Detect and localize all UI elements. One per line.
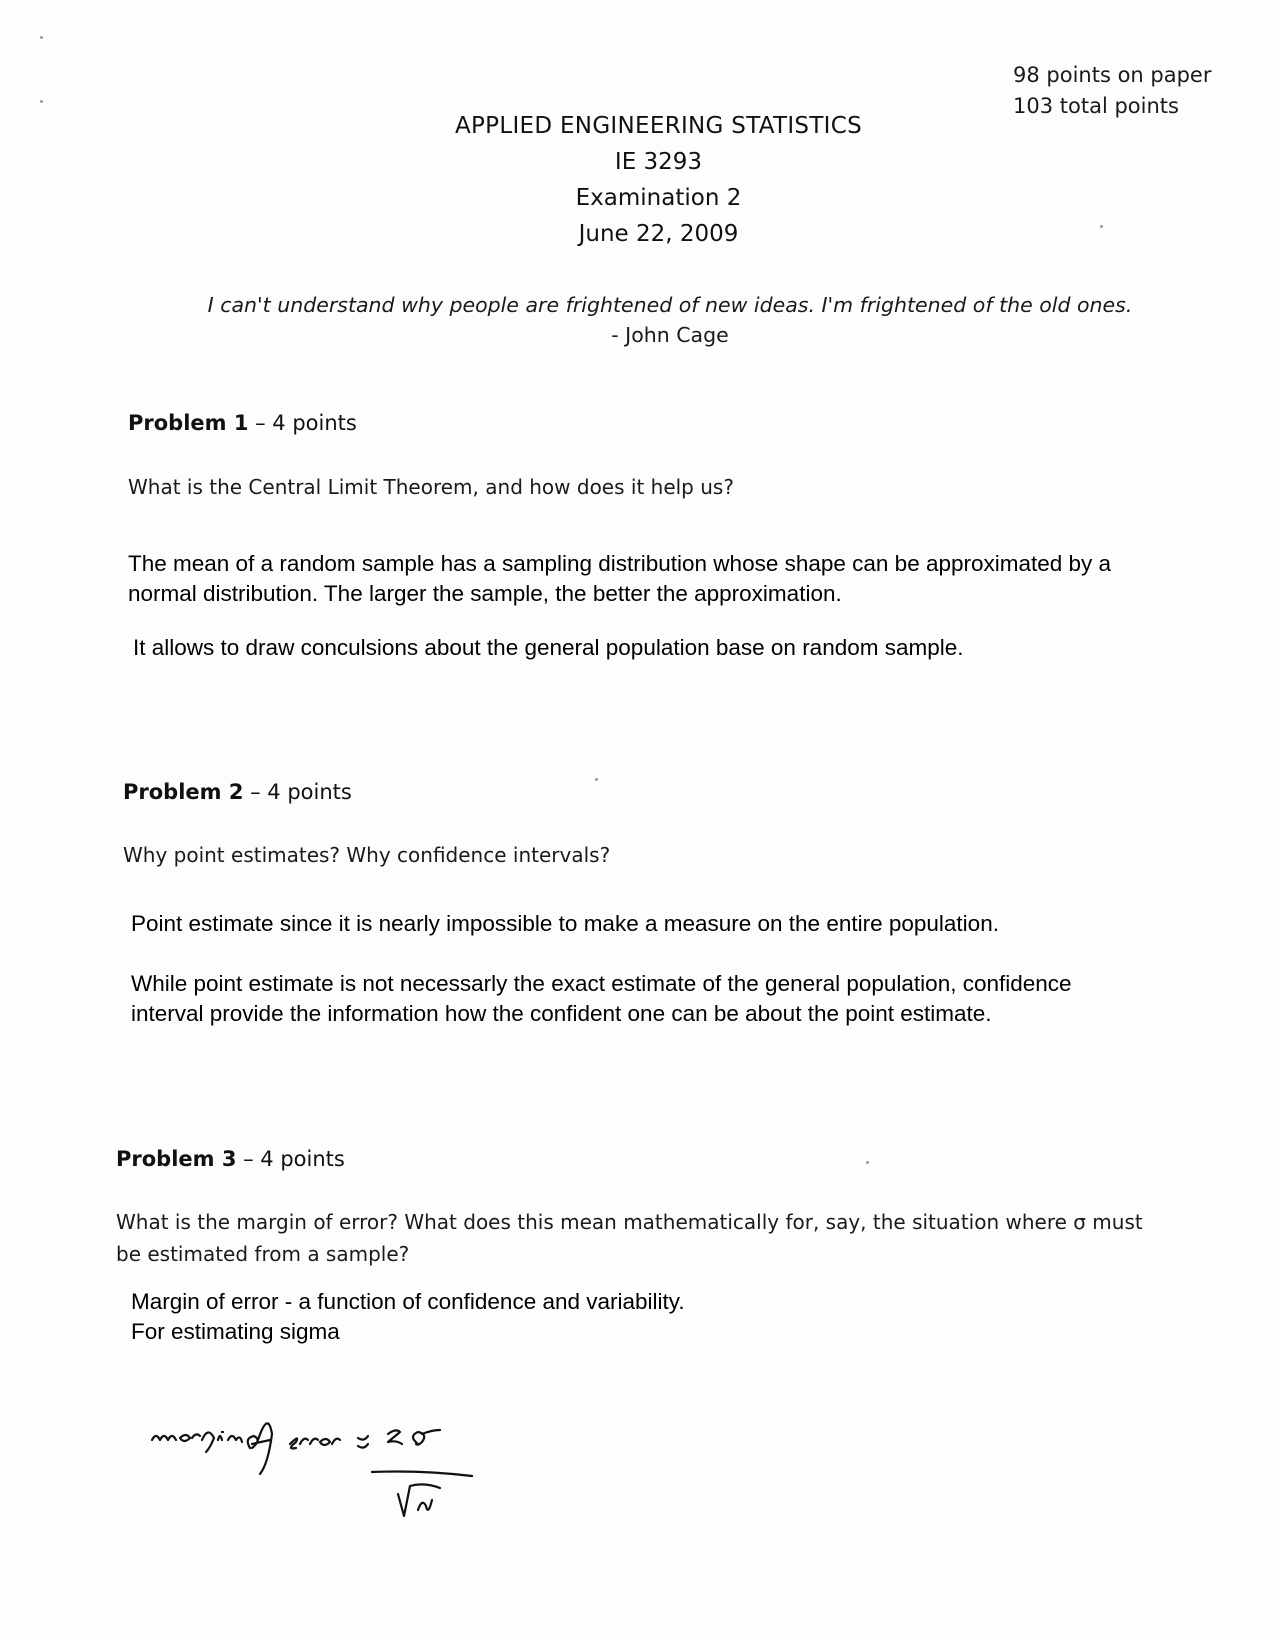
problem-1-answer-p2: It allows to draw conculsions about the general population base on random sample. [133,635,964,660]
course-number: IE 3293 [614,149,703,175]
total-points: 103 total points [1013,94,1179,118]
scan-artifact [40,100,43,103]
quote-attribution: - John Cage [611,323,729,347]
scan-artifact [866,1161,869,1164]
exam-name: Examination 2 [575,185,742,211]
problem-3-answer: Margin of error - a function of confidence and variability. For estimating sigma [131,1289,685,1344]
problem-2-points: – 4 points [243,780,352,804]
problem-3-label: Problem 3 [116,1147,237,1171]
points-on-paper: 98 points on paper [1013,63,1212,87]
quote-text: I can't understand why people are frightened of new ideas. I'm frightened of the old ones. [207,293,1133,317]
problem-3-points: – 4 points [236,1147,345,1171]
problem-2-heading [123,780,352,804]
exam-header [0,108,1280,252]
problem-3-question: What is the margin of error? What does this mean mathematically for, say, the situation where σ must be estimated from a sample? [116,1210,1143,1266]
handwriting-strokes [140,1400,480,1540]
scan-artifact [40,36,43,39]
problem-3-heading [116,1147,345,1171]
problem-1-heading [128,411,357,435]
problem-1-points: – 4 points [248,411,357,435]
course-title: APPLIED ENGINEERING STATISTICS [454,113,863,139]
epigraph [0,290,1280,350]
exam-date: June 22, 2009 [578,221,739,247]
problem-2-label: Problem 2 [123,780,244,804]
scan-artifact [595,778,598,781]
problem-2-question: Why point estimates? Why confidence intervals? [123,843,611,867]
problem-2-answer-p1: Point estimate since it is nearly impossible to make a measure on the entire population. [131,911,999,936]
problem-1-question: What is the Central Limit Theorem, and how does it help us? [128,475,734,499]
problem-1-label: Problem 1 [128,411,249,435]
problem-2-answer-p2: While point estimate is not necessarly the exact estimate of the general population, confidence interval provide the information how the confident one can be about the point estimate. [131,971,1072,1026]
problem-1-answer-p1: The mean of a random sample has a sampling distribution whose shape can be approximated by a normal distribution. The larger the sample, the better the approximation. [128,551,1112,606]
handwritten-formula [140,1400,480,1540]
